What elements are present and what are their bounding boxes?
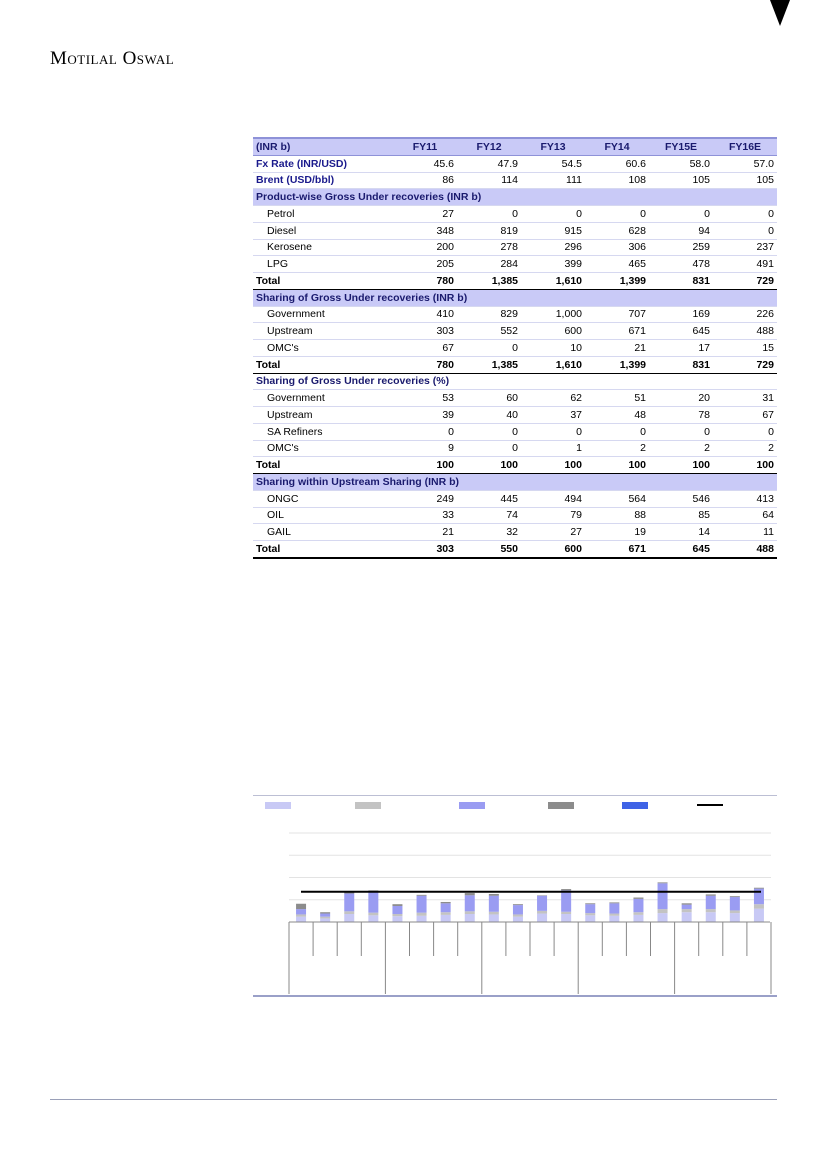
row-value: 0 [457,206,521,223]
row-value: 88 [585,507,649,524]
row-value: 37 [521,407,585,424]
bar-segment [730,910,740,913]
row-value: 47.9 [457,155,521,172]
row-value: 100 [585,457,649,474]
row-value: 100 [457,457,521,474]
table-row [253,340,777,357]
row-label: Fx Rate (INR/USD) [253,155,393,172]
chart-svg [253,795,777,997]
bar-segment [344,894,354,912]
table-row [253,490,777,507]
row-value: 226 [713,306,777,323]
row-value: 21 [393,524,457,541]
row-value: 600 [521,323,585,340]
row-value: 10 [521,340,585,357]
under-recoveries-chart [253,795,777,997]
row-value: 1,610 [521,356,585,373]
bar-segment [368,913,378,916]
header-cell: FY12 [457,138,521,155]
header-cell: FY15E [649,138,713,155]
row-label: Upstream [253,407,393,424]
bar-segment [585,904,595,913]
bar-segment [417,916,427,922]
row-label: Product-wise Gross Under recoveries (INR b) [253,189,777,206]
table-total-row [253,457,777,474]
bar-segment [344,911,354,914]
row-label: GAIL [253,524,393,541]
row-value: 671 [585,541,649,558]
table-row [253,306,777,323]
row-value: 60.6 [585,155,649,172]
brand-logo: Motilal Oswal [50,48,175,69]
table-row [253,222,777,239]
footer-divider [50,1099,777,1100]
row-label: ONGC [253,490,393,507]
legend-swatch [265,802,291,809]
under-recoveries-table [253,137,777,559]
row-value: 729 [713,273,777,290]
bar-segment [706,912,716,922]
row-value: 100 [649,457,713,474]
bar-segment [561,914,571,922]
row-label: OIL [253,507,393,524]
bar-segment [609,902,619,903]
bar-segment [320,914,330,917]
row-value: 27 [521,524,585,541]
bar-segment [296,917,306,922]
bar-segment [609,903,619,913]
row-value: 62 [521,390,585,407]
row-value: 85 [649,507,713,524]
row-value: 1,399 [585,356,649,373]
row-value: 114 [457,172,521,189]
row-value: 829 [457,306,521,323]
row-value: 19 [585,524,649,541]
bar-segment [633,915,643,922]
bar-segment [585,915,595,922]
row-value: 78 [649,407,713,424]
table-row [253,239,777,256]
row-value: 729 [713,356,777,373]
row-label: Petrol [253,206,393,223]
row-value: 51 [585,390,649,407]
row-value: 600 [521,541,585,558]
bar-segment [585,913,595,915]
table-total-row [253,356,777,373]
row-value: 671 [585,323,649,340]
row-label: OMC's [253,440,393,457]
bar-segment [441,915,451,922]
row-value: 645 [649,323,713,340]
bar-segment [513,917,523,922]
bar-segment [633,899,643,912]
bar-segment [513,904,523,905]
row-label: SA Refiners [253,423,393,440]
row-value: 2 [713,440,777,457]
row-label: Kerosene [253,239,393,256]
row-value: 32 [457,524,521,541]
bar-segment [392,914,402,916]
row-value: 39 [393,407,457,424]
row-value: 0 [649,206,713,223]
bar-segment [417,913,427,916]
row-value: 780 [393,356,457,373]
bar-segment [441,902,451,903]
row-label: LPG [253,256,393,273]
table-section-row [253,474,777,491]
row-value: 550 [457,541,521,558]
row-label: Total [253,273,393,290]
row-value: 259 [649,239,713,256]
row-value: 303 [393,541,457,558]
bar-segment [682,905,692,909]
row-value: 33 [393,507,457,524]
row-value: 249 [393,490,457,507]
bar-segment [754,888,764,889]
legend-swatch [459,802,485,809]
row-value: 74 [457,507,521,524]
header-cell: FY14 [585,138,649,155]
row-value: 0 [457,440,521,457]
bar-segment [585,903,595,904]
bar-segment [392,906,402,914]
bar-segment [441,903,451,912]
row-label: OMC's [253,340,393,357]
row-value: 399 [521,256,585,273]
row-value: 15 [713,340,777,357]
row-value: 348 [393,222,457,239]
row-value: 1,399 [585,273,649,290]
bar-segment [658,913,668,922]
row-value: 465 [585,256,649,273]
row-value: 60 [457,390,521,407]
row-value: 780 [393,273,457,290]
row-value: 205 [393,256,457,273]
row-label: Diesel [253,222,393,239]
row-value: 0 [713,206,777,223]
row-value: 0 [585,423,649,440]
bar-segment [320,918,330,922]
row-value: 819 [457,222,521,239]
row-value: 831 [649,273,713,290]
row-value: 0 [457,423,521,440]
row-value: 54.5 [521,155,585,172]
table-total-row [253,273,777,290]
row-label: Sharing of Gross Under recoveries (INR b) [253,289,777,306]
table-total-row [253,541,777,558]
bar-segment [754,904,764,908]
bar-segment [489,894,499,896]
bar-segment [465,911,475,914]
row-value: 1,610 [521,273,585,290]
bar-segment [633,898,643,899]
bar-segment [489,896,499,912]
row-value: 410 [393,306,457,323]
header-cell: FY13 [521,138,585,155]
header-cell: (INR b) [253,138,393,155]
bar-segment [561,912,571,914]
table-row [253,507,777,524]
row-value: 1 [521,440,585,457]
row-label: Total [253,457,393,474]
bar-segment [513,905,523,914]
row-value: 491 [713,256,777,273]
bar-segment [633,912,643,915]
bar-segment [489,914,499,922]
row-label: Upstream [253,323,393,340]
under-recoveries-table-wrap [253,137,777,559]
row-value: 79 [521,507,585,524]
bar-segment [296,914,306,916]
row-value: 494 [521,490,585,507]
row-value: 67 [393,340,457,357]
row-value: 58.0 [649,155,713,172]
row-value: 284 [457,256,521,273]
bar-segment [658,909,668,913]
legend-swatch [622,802,648,809]
row-value: 105 [649,172,713,189]
bar-segment [417,896,427,913]
row-value: 0 [713,222,777,239]
row-value: 546 [649,490,713,507]
row-value: 0 [713,423,777,440]
bar-segment [513,914,523,916]
row-value: 14 [649,524,713,541]
bar-segment [537,911,547,914]
row-value: 0 [521,423,585,440]
row-value: 21 [585,340,649,357]
row-value: 915 [521,222,585,239]
bar-segment [754,909,764,922]
corner-marker [770,0,790,26]
bar-segment [561,889,571,890]
table-section-row [253,289,777,306]
row-value: 27 [393,206,457,223]
row-value: 9 [393,440,457,457]
bar-segment [465,893,475,895]
row-value: 0 [521,206,585,223]
row-value: 0 [649,423,713,440]
header-cell: FY11 [393,138,457,155]
table-row [253,390,777,407]
bar-segment [730,896,740,897]
row-value: 478 [649,256,713,273]
bar-segment [489,912,499,915]
bar-segment [537,914,547,922]
row-value: 564 [585,490,649,507]
bar-segment [682,909,692,912]
row-value: 488 [713,541,777,558]
legend-swatch [355,802,381,809]
row-value: 306 [585,239,649,256]
bar-segment [730,913,740,922]
row-label: Total [253,541,393,558]
table-body [253,138,777,558]
bar-segment [344,914,354,922]
row-value: 94 [649,222,713,239]
bar-segment [537,896,547,911]
bar-segment [368,915,378,922]
table-section-row [253,373,777,390]
row-value: 57.0 [713,155,777,172]
row-label: Government [253,306,393,323]
bar-segment [682,912,692,922]
table-row [253,172,777,189]
row-value: 100 [521,457,585,474]
bar-segment [296,904,306,909]
row-value: 11 [713,524,777,541]
row-label: Sharing of Gross Under recoveries (%) [253,373,777,390]
row-value: 831 [649,356,713,373]
bar-segment [441,912,451,915]
row-value: 53 [393,390,457,407]
bar-segment [609,914,619,916]
row-value: 0 [457,340,521,357]
bar-segment [706,909,716,912]
row-value: 303 [393,323,457,340]
row-value: 111 [521,172,585,189]
row-label: Total [253,356,393,373]
table-row [253,155,777,172]
bar-segment [682,903,692,904]
row-value: 237 [713,239,777,256]
row-value: 108 [585,172,649,189]
row-value: 86 [393,172,457,189]
row-value: 169 [649,306,713,323]
table-header-row [253,138,777,155]
table-row [253,407,777,424]
bar-segment [706,896,716,909]
row-value: 707 [585,306,649,323]
bar-segment [561,890,571,911]
table-section-row [253,189,777,206]
row-value: 645 [649,541,713,558]
bar-segment [658,883,668,909]
table-row [253,256,777,273]
row-value: 100 [713,457,777,474]
row-value: 445 [457,490,521,507]
row-value: 64 [713,507,777,524]
row-value: 31 [713,390,777,407]
bar-segment [417,895,427,896]
row-value: 40 [457,407,521,424]
row-value: 628 [585,222,649,239]
row-value: 1,385 [457,273,521,290]
row-value: 413 [713,490,777,507]
bar-segment [658,882,668,883]
row-label: Brent (USD/bbl) [253,172,393,189]
bar-segment [730,897,740,910]
bar-segment [465,914,475,922]
table-row [253,524,777,541]
table-row [253,440,777,457]
header-cell: FY16E [713,138,777,155]
row-value: 0 [393,423,457,440]
row-value: 105 [713,172,777,189]
row-value: 1,385 [457,356,521,373]
row-value: 296 [521,239,585,256]
row-value: 552 [457,323,521,340]
bar-segment [465,895,475,911]
row-label: Sharing within Upstream Sharing (INR b) [253,474,777,491]
bar-segment [706,894,716,895]
bar-segment [296,909,306,914]
table-row [253,423,777,440]
bar-segment [609,916,619,922]
row-value: 17 [649,340,713,357]
table-row [253,206,777,223]
row-value: 1,000 [521,306,585,323]
bar-segment [392,904,402,906]
table-row [253,323,777,340]
bar-segment [392,916,402,922]
row-value: 278 [457,239,521,256]
row-value: 2 [585,440,649,457]
row-value: 488 [713,323,777,340]
row-value: 67 [713,407,777,424]
row-value: 20 [649,390,713,407]
row-label: Government [253,390,393,407]
row-value: 45.6 [393,155,457,172]
row-value: 100 [393,457,457,474]
row-value: 200 [393,239,457,256]
bar-segment [320,912,330,913]
bar-segment [368,892,378,912]
bar-segment [320,917,330,919]
row-value: 2 [649,440,713,457]
row-value: 0 [585,206,649,223]
legend-swatch [548,802,574,809]
row-value: 48 [585,407,649,424]
